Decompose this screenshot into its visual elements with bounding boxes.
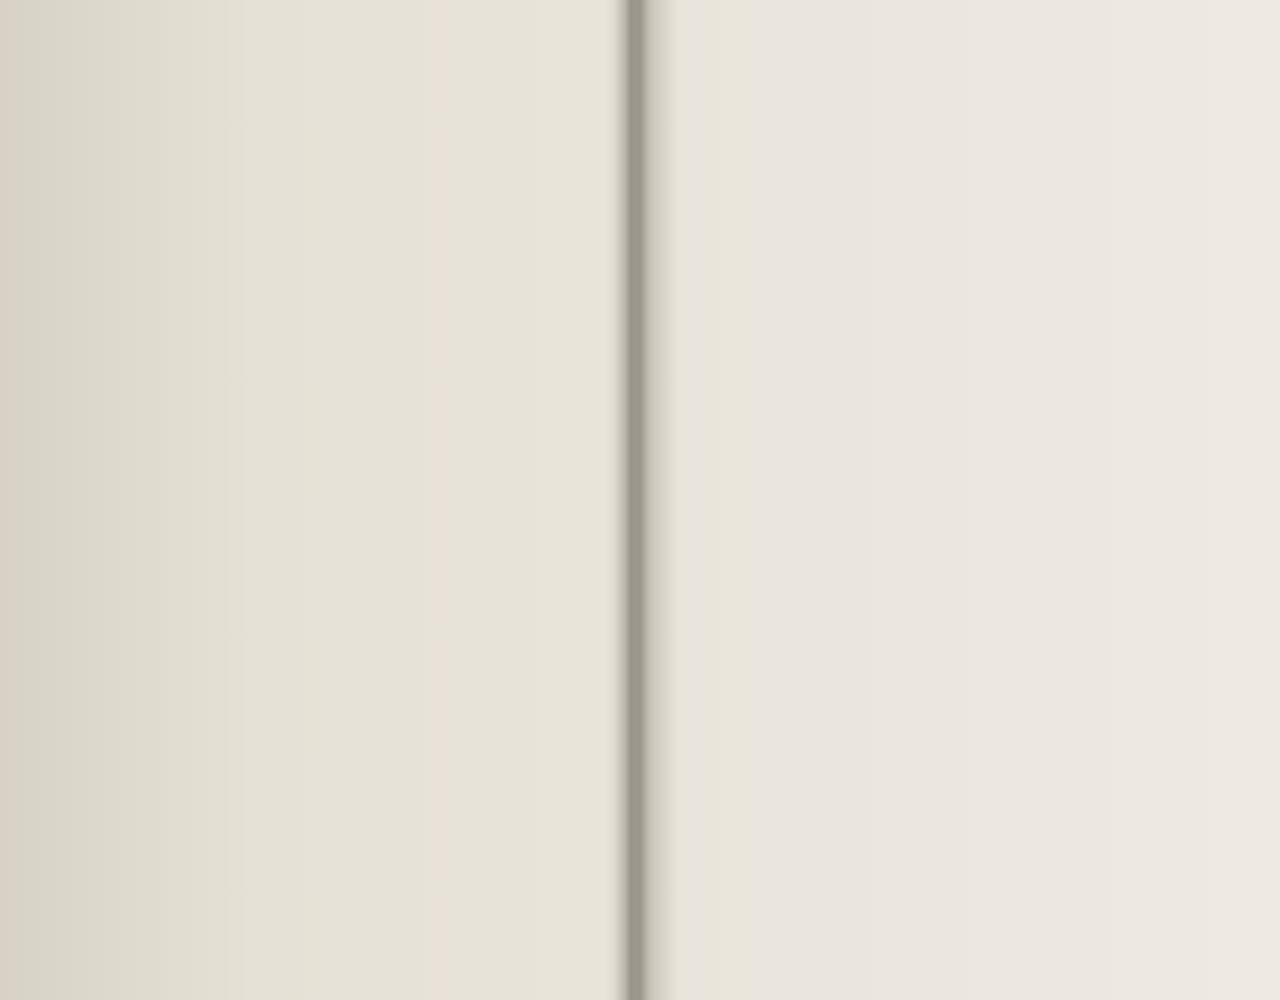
left-running-head [276,1,496,12]
left-page [51,0,596,953]
left-body [104,40,583,63]
gutter-shadow [606,0,654,1000]
left-page-number [53,871,532,894]
left-footnotes [74,620,553,643]
right-page [690,0,1190,1000]
